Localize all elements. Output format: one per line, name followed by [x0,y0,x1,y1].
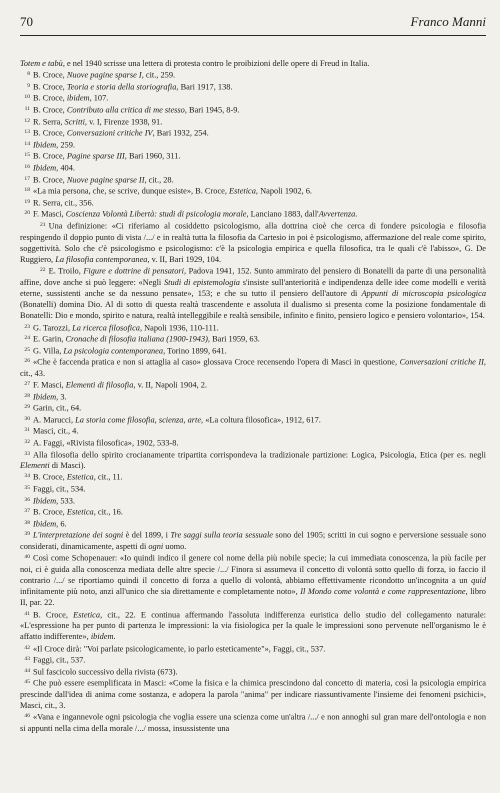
footnote-11 [20,104,486,116]
footnote-number: 38 [24,519,30,526]
italic-title: Ibidem [33,392,57,402]
italic-title: Cronache di filosofia italiana (1900-1943) [65,334,208,344]
footnote-38 [20,518,486,530]
footnote-text: Sul fascicolo successivo della rivista (673). [33,667,178,677]
footnote-23 [20,322,486,334]
italic-title: Contributo alla critica di me stesso [66,105,185,115]
footnote-43 [20,654,486,666]
footnote-number: 11 [24,105,30,112]
footnote-17 [20,174,486,186]
footnote-number: 36 [24,496,30,503]
italic-title: Estetica [66,472,94,482]
italic-title: Ibidem [33,140,57,150]
footnote-number: 39 [24,531,30,538]
footnote-15 [20,150,486,162]
footnote-text: , 6. [56,519,67,529]
footnote-number: 28 [24,392,30,399]
italic-title: Ibidem [33,519,57,529]
footnote-text: Faggi, cit., 537. [33,655,86,665]
footnote-number: 24 [24,335,30,342]
footnote-31 [20,425,486,437]
footnote-text: , v. II, Bari 1929, 104. [147,254,222,264]
footnote-number: 10 [24,94,30,101]
footnote-text: infinitamente più noto, anzi all'unico che sia direttamente e completamente noto», [20,587,301,597]
italic-title: Nuove pagine sparse II [66,174,145,184]
italic-title: Il Mondo come volontà e come rappresentazione [300,587,466,597]
page-number: 70 [20,14,33,29]
footnote-text: B. Croce, [33,70,67,80]
italic-title: Appunti di microscopia psicologica [361,288,486,298]
footnote-text: Masci, cit., 4. [33,426,79,436]
footnote-number: 33 [24,450,30,457]
footnote-number: 44 [24,667,30,674]
footnote-36 [20,495,486,507]
footnote-41 [20,609,486,643]
footnote-text: , e nel 1940 scrisse una lettera di protesta contro le proibizioni delle opere di Freud in Italia. [62,59,370,68]
footnotes [20,58,486,734]
footnote-text: «Vana e ingannevole ogni psicologia che voglia essere una scienza come un'altra /.../ e non annoghi sul gran mare dell'ontologia e non si appunti nella cima della morale /.../ mossa, insussistente una [20,712,486,734]
footnote-number: 22 [40,267,46,274]
italic-title: quid [471,576,486,586]
italic-title: Nuove pagine sparse I [66,70,142,80]
footnote-number: 37 [24,508,30,515]
footnote-text: R. Serra, [33,116,65,126]
footnote-35 [20,483,486,495]
footnote-text: , libro II, par. 22. [20,587,486,608]
footnote-number: 20 [24,210,30,217]
footnote-number: 16 [24,163,30,170]
footnote-text: B. Croce, [33,472,67,482]
footnote-10 [20,92,486,104]
footnote-text: F. Masci, [33,209,66,219]
footnote-number: 35 [24,485,30,492]
footnote-text: , 107. [89,93,109,103]
footnote-24 [20,333,486,345]
footnote-continuation [20,58,486,69]
footnote-text: , cit., 16. [93,507,123,517]
footnote-text: Garin, cit., 64. [33,403,82,413]
footnote-text: B. Croce, [33,82,67,92]
italic-title: Elementi [20,461,50,471]
italic-title: Coscienza Volontà Libertà: studi di psicologia morale [65,209,247,219]
footnote-44 [20,666,486,678]
footnote-number: 30 [24,415,30,422]
footnote-text: Alla filosofia dello spirito crocianamente tripartita corrispondeva la tradizionale partizione: Logica, Psicologia, Etica (per es. negli [33,450,486,460]
footnote-12 [20,116,486,128]
footnote-number: 27 [24,381,30,388]
footnote-text: , 404. [56,163,75,173]
page-header [20,14,486,32]
footnote-text: uomo. [163,542,187,552]
italic-title: Conversazioni critiche II [399,357,484,367]
footnote-text: , Bari 1932, 254. [152,128,209,138]
italic-title: La storia come filosofia, scienza, arte [75,415,202,425]
italic-title: Totem e tabù [20,59,63,68]
footnote-number: 12 [24,117,30,124]
footnote-text: B. Croce, [33,128,67,138]
footnote-32 [20,437,486,449]
footnote-40 [20,552,486,608]
footnote-number: 15 [24,152,30,159]
footnote-text: «Il Croce dirà: "Voi parlate psicologicamente, io parlo esteticamente"», Faggi, cit., 537. [33,644,326,654]
italic-title: Ibidem [33,163,57,173]
footnote-33 [20,449,486,472]
italic-title: ogni [148,542,164,552]
footnote-text: , cit., 22. E continua affermando l'assoluta indifferenza euristica dello studio del collegamento naturale: «L'espressione ha per punto di partenza le impressioni: la via fisiologica per la quale le impressioni sono pervenute nell'organismo le è affatto indifferente», [20,610,486,642]
footnote-text: G. Tarozzi, [33,322,73,332]
footnote-number: 42 [24,644,30,651]
footnote-number: 45 [24,679,30,686]
footnote-number: 41 [24,610,30,617]
footnote-text: A. Faggi, «Rivista filosofica», 1902, 533-8. [33,438,179,448]
footnote-number: 19 [24,198,30,205]
italic-title: Elementi di filosofia [65,380,134,390]
footnote-number: 14 [24,140,30,147]
italic-title: Studi di epistemologia [164,277,240,287]
footnote-46 [20,711,486,734]
italic-title: Ibidem [33,496,57,506]
footnote-number: 46 [24,713,30,720]
footnote-9 [20,81,486,93]
footnote-14 [20,139,486,151]
footnote-28 [20,391,486,403]
footnote-number: 21 [40,221,46,228]
footnote-text: , «La coltura filosofica», 1912, 617. [201,415,321,425]
footnote-text: di Masci). [49,461,86,471]
footnote-number: 18 [24,187,30,194]
footnote-text: , cit., 11. [93,472,123,482]
footnote-text: , v. I, Firenze 1938, 91. [84,116,163,126]
footnote-text: , Bari 1959, 63. [207,334,260,344]
footnote-number: 31 [24,427,30,434]
footnote-text: R. Serra, cit., 356. [33,198,94,208]
footnote-20 [20,208,486,220]
italic-title: Estetica [229,186,256,196]
footnote-text: , 533. [56,496,75,506]
footnote-number: 25 [24,346,30,353]
footnote-text: «La mia persona, che, se scrive, dunque esiste», B. Croce, [33,186,230,196]
footnote-text: Faggi, cit., 534. [33,484,86,494]
footnote-number: 40 [24,554,30,561]
footnote-text: , v. II, Napoli 1904, 2. [133,380,208,390]
italic-title: Estetica [73,610,101,620]
footnote-19 [20,197,486,209]
footnote-text: E. Troilo, [48,266,84,276]
footnote-text: E. Garin, [33,334,66,344]
italic-title: Avvertenza [318,209,356,219]
footnote-text: B. Croce, [33,610,74,620]
footnote-text: B. Croce, [33,105,67,115]
footnote-22 [20,265,486,321]
footnote-42 [20,643,486,655]
footnote-text: . [113,632,116,642]
footnote-13 [20,127,486,139]
footnote-text: , cit., 259. [141,70,176,80]
footnote-text: G. Villa, [33,346,64,356]
footnote-text: Che può essere esemplificata in Masci: «Come la fisica e la chimica prescindono dal concetto di materia, così la psicologia empirica prescinde dall'idea di anima come sostanza, e adopera la parola "anima" per indicare riassuntivamente l'insieme dei fenomeni psichici», Masci, cit., 3. [20,678,486,711]
document-page [20,14,486,734]
italic-title: Scritti [64,116,85,126]
running-head-author: Franco Manni [410,14,486,29]
footnote-18 [20,185,486,197]
italic-title: Tre saggi sulla teoria sessuale [170,530,273,540]
footnote-text: B. Croce, [33,151,67,161]
footnote-text: , 3. [56,392,67,402]
footnote-25 [20,345,486,357]
footnote-text: B. Croce, [33,507,67,517]
italic-title: ibidem [66,93,90,103]
italic-title: La filosofia contemporanea [55,254,148,264]
footnote-text: «Che è faccenda pratica e non si attaglia al caso» glossava Croce recensendo l'opera di Masci in questione, [33,357,400,367]
italic-title: La psicologia contemporanea [63,346,164,356]
footnote-37 [20,506,486,518]
italic-title: Teoria e storia della storiografia [66,82,177,92]
header-rule [20,35,486,36]
italic-title: L'interpretazione dei sogni [33,530,124,540]
footnote-text: , Padova 1941, 152. Sunto ammirato del pensiero di Bonatelli da parte di una personalità affine, dove anche si può leggere: «Negli [20,266,486,287]
footnote-text: , Napoli 1902, 6. [255,186,313,196]
footnote-text: , Bari 1960, 311. [124,151,181,161]
footnote-39 [20,529,486,552]
footnote-text: , Bari 1917, 138. [176,82,233,92]
footnote-number: 17 [24,175,30,182]
footnote-text: , cit., 28. [144,174,174,184]
italic-title: La ricerca filosofica [72,322,140,332]
footnote-number: 34 [24,473,30,480]
footnote-text: . [355,209,358,219]
footnote-number: 9 [27,82,30,89]
footnote-text: (Bonatelli) domina Dio. Al di sotto di questa realtà trascendente e assoluta il dualismo si presenta come la posizione fondamentale di Bonatelli: Dio e mondo, spirito e natura, realtà intelleggibile e realtà sensibile, infinito e finito, pensiero logico e pensiero volontario», 154. [20,300,486,321]
footnote-34 [20,471,486,483]
footnote-29 [20,402,486,414]
footnote-16 [20,162,486,174]
footnote-number: 13 [24,129,30,136]
footnote-number: 8 [27,71,30,78]
italic-title: ibidem [90,632,114,642]
italic-title: Estetica [66,507,94,517]
footnote-text: Così come Schopenauer: «Io quindi indico il genere col nome della più nobile specie; la cui immediata conoscenza, la più facile per noi, ci è guida alla conoscenza mediata delle altre specie /.../ Finora si assumeva il concetto di volontà sotto quello di forza, io faccio il contrario /.../ se riportiamo quindi il concetto di forza a quello di volontà, abbiamo effettivamente ricondotto un'incognita a un [20,553,486,586]
footnote-text: , Bari 1945, 8-9. [184,105,240,115]
footnote-text: F. Masci, [33,380,66,390]
italic-title: Conversazioni critiche IV [66,128,153,138]
footnote-45 [20,677,486,711]
footnote-number: 43 [24,656,30,663]
footnote-text: Una definizione: «Ci riferiamo al cosiddetto psicologismo, alla dottrina cioè che cerca di fondere psicologia e filosofia respingendo il doppio punto di vista /.../ e in realtà tutta la filosofia da Cartesio in poi è psicologismo, affermazione del reale come spirito, soggettività. Solo che c'è psicologismo e psicologismo: c'è la psicologia empirica e quella filosofica, tra le quali c'è l'abisso», G. De Ruggiero, [20,221,486,264]
footnote-26 [20,356,486,379]
footnote-text: , 259. [56,140,75,150]
footnote-text: sono del 1905; scritti in cui sogno e perversione sessuale sono considerati, dinamicamente, aspetti di [20,530,486,552]
footnote-text: , Torino 1899, 641. [163,346,227,356]
footnote-21 [20,220,486,265]
footnote-number: 26 [24,358,30,365]
italic-title: Figure e dottrine di pensatori [83,266,184,276]
footnote-27 [20,379,486,391]
footnote-number: 32 [24,439,30,446]
footnote-8 [20,69,486,81]
footnote-text: B. Croce, [33,93,67,103]
italic-title: Pagine sparse III [66,151,125,161]
footnote-text: B. Croce, [33,174,67,184]
footnote-30 [20,414,486,426]
footnote-text: , Lanciano 1883, dall' [246,209,319,219]
footnote-text: è del 1899, i [123,530,171,540]
footnote-text: A. Marucci, [33,415,76,425]
footnote-text: , Napoli 1936, 110-111. [139,322,219,332]
footnote-text: , cit., 43. [20,357,487,378]
footnote-number: 23 [24,323,30,330]
footnote-text: s'insiste sull'anteriorità e indipendenza delle idee come modelli e verità eterne, sussistenti anche se da nessuno pensate», 153; e che su tutto il pensiero dell'autore di [20,277,486,298]
footnote-number: 29 [24,404,30,411]
